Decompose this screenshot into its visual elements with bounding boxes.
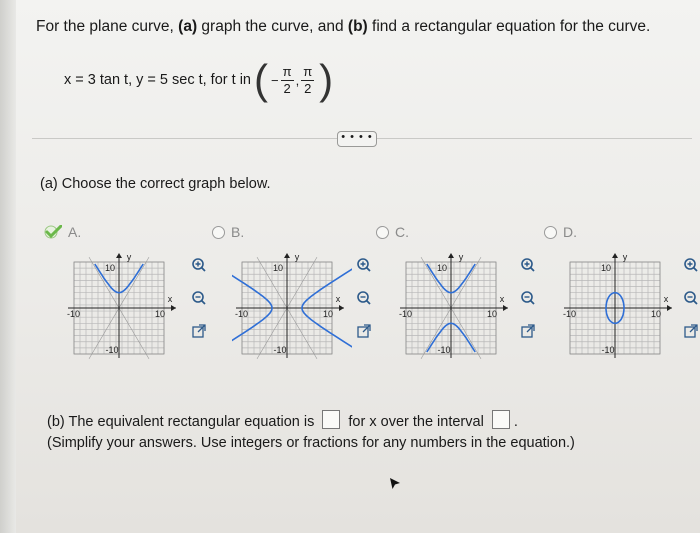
y-max-label: 10 bbox=[436, 263, 448, 273]
part-a-prompt: (a) Choose the correct graph below. bbox=[40, 176, 271, 192]
x-axis-arrow bbox=[171, 305, 176, 311]
zoom-in-icon[interactable] bbox=[191, 257, 206, 272]
upper-fraction: $\frac{\pi}{2}$ bbox=[303, 63, 313, 96]
part-b-text-1: (b) The equivalent rectangular equation is bbox=[47, 414, 319, 430]
y-axis-label: y bbox=[126, 252, 132, 262]
right-paren: ) bbox=[319, 56, 334, 103]
y-axis-arrow bbox=[116, 253, 122, 258]
y-axis-label: y bbox=[622, 252, 628, 262]
window-edge bbox=[0, 0, 16, 533]
option-b[interactable] bbox=[212, 224, 244, 240]
x-max-label: 10 bbox=[154, 309, 166, 319]
x-max-label: 10 bbox=[650, 309, 662, 319]
option-a-label: A. bbox=[68, 224, 82, 240]
x-min-label: -10 bbox=[235, 309, 249, 319]
question-text: For the plane curve, (a) graph the curve, and (b) find a rectangular equation for the curve. bbox=[36, 18, 651, 35]
graph-b[interactable] bbox=[232, 250, 352, 360]
zoom-out-icon[interactable] bbox=[683, 290, 698, 305]
equation-answer-box[interactable] bbox=[322, 410, 340, 429]
y-max-label: 10 bbox=[104, 263, 116, 273]
graph-c-tools bbox=[520, 257, 535, 338]
part-b-period: . bbox=[513, 414, 518, 430]
option-d[interactable] bbox=[544, 224, 577, 240]
y-max-label: 10 bbox=[272, 263, 284, 273]
expand-icon[interactable] bbox=[520, 323, 535, 338]
option-c[interactable] bbox=[376, 224, 409, 240]
y-axis-arrow bbox=[612, 253, 618, 258]
zoom-in-icon[interactable] bbox=[520, 257, 535, 272]
option-d-label: D. bbox=[563, 224, 577, 240]
x-axis-arrow bbox=[503, 305, 508, 311]
more-button[interactable]: • • • • bbox=[337, 131, 377, 147]
left-paren: ( bbox=[253, 56, 268, 103]
graph-c[interactable] bbox=[396, 250, 516, 360]
zoom-out-icon[interactable] bbox=[356, 290, 371, 305]
graph-d-tools bbox=[683, 257, 698, 338]
radio-b[interactable] bbox=[212, 226, 225, 239]
x-min-label: -10 bbox=[399, 309, 413, 319]
x-axis-arrow bbox=[667, 305, 672, 311]
lower-fraction: $\frac{\pi}{2}$ bbox=[282, 63, 292, 96]
interval bbox=[271, 64, 316, 97]
x-axis-arrow bbox=[339, 305, 344, 311]
x-min-label: -10 bbox=[67, 309, 81, 319]
y-min-label: -10 bbox=[601, 345, 615, 355]
y-axis-arrow bbox=[448, 253, 454, 258]
expand-icon[interactable] bbox=[683, 323, 698, 338]
part-b bbox=[47, 410, 575, 454]
y-min-label: -10 bbox=[437, 345, 451, 355]
zoom-out-icon[interactable] bbox=[191, 290, 206, 305]
mouse-cursor-icon bbox=[389, 477, 401, 491]
x-max-label: 10 bbox=[322, 309, 334, 319]
zoom-out-icon[interactable] bbox=[520, 290, 535, 305]
y-axis-label: y bbox=[294, 252, 300, 262]
option-b-label: B. bbox=[231, 224, 245, 240]
graph-b-tools bbox=[356, 257, 371, 338]
x-axis-label: x bbox=[499, 294, 505, 304]
equation-text: x = 3 tan t, y = 5 sec t, for t in bbox=[64, 72, 251, 88]
y-max-label: 10 bbox=[600, 263, 612, 273]
radio-d[interactable] bbox=[544, 226, 557, 239]
option-a[interactable] bbox=[44, 224, 81, 240]
parametric-equation bbox=[64, 56, 336, 103]
y-axis-label: y bbox=[458, 252, 464, 262]
zoom-in-icon[interactable] bbox=[683, 257, 698, 272]
checkmark-icon bbox=[44, 225, 62, 239]
option-c-label: C. bbox=[395, 224, 409, 240]
x-axis-label: x bbox=[663, 294, 669, 304]
interval-answer-box[interactable] bbox=[492, 410, 510, 429]
expand-icon[interactable] bbox=[191, 323, 206, 338]
x-max-label: 10 bbox=[486, 309, 498, 319]
x-axis-label: x bbox=[335, 294, 341, 304]
x-min-label: -10 bbox=[563, 309, 577, 319]
graph-a[interactable] bbox=[64, 250, 184, 360]
y-axis-arrow bbox=[284, 253, 290, 258]
part-b-note: (Simplify your answers. Use integers or fractions for any numbers in the equation.) bbox=[47, 435, 575, 451]
radio-c[interactable] bbox=[376, 226, 389, 239]
minus-sign: − bbox=[270, 72, 279, 88]
part-b-text-2: for x over the interval bbox=[344, 414, 488, 430]
x-axis-label: x bbox=[167, 294, 173, 304]
expand-icon[interactable] bbox=[356, 323, 371, 338]
graph-d[interactable] bbox=[560, 250, 680, 360]
graph-a-tools bbox=[191, 257, 206, 338]
y-min-label: -10 bbox=[105, 345, 119, 355]
y-min-label: -10 bbox=[273, 345, 287, 355]
zoom-in-icon[interactable] bbox=[356, 257, 371, 272]
interval-comma: , bbox=[295, 72, 300, 88]
